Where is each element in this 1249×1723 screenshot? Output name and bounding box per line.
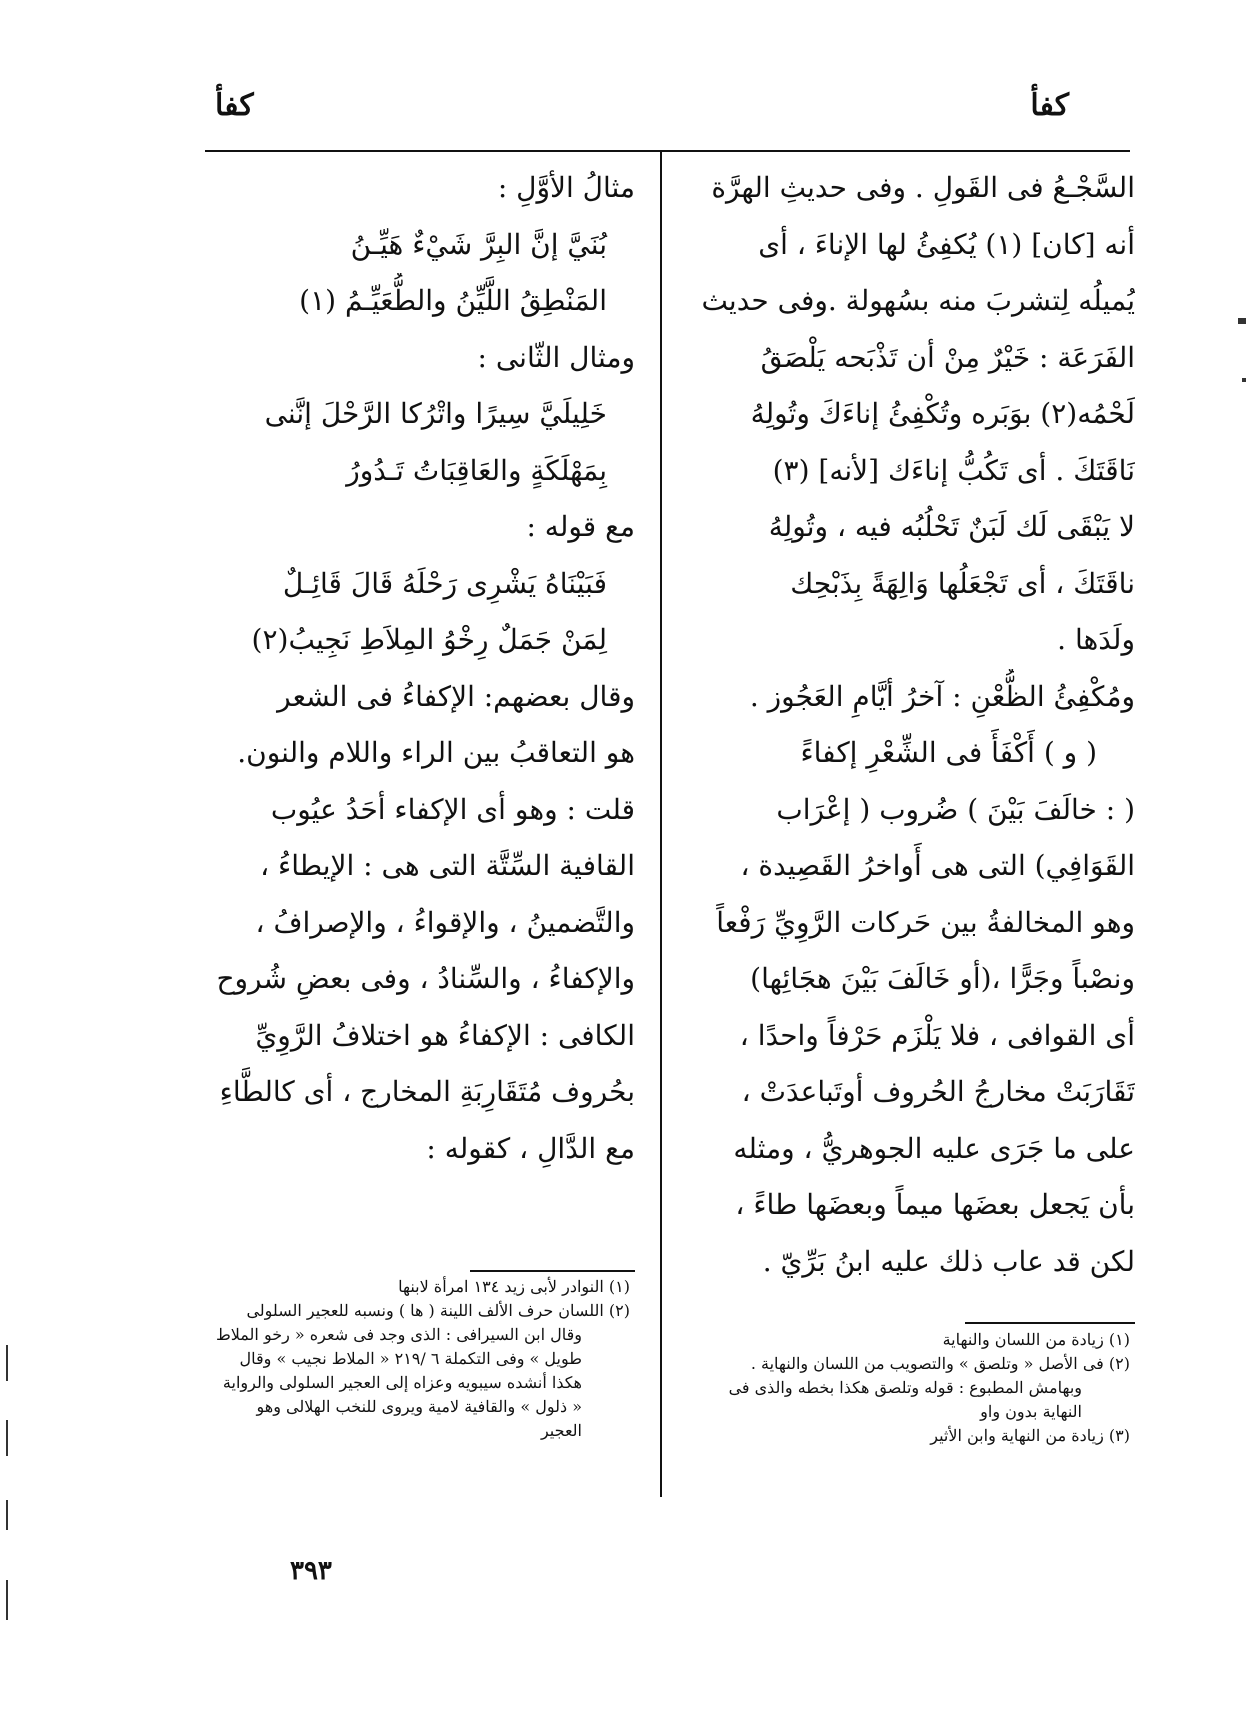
footnote-rule-right <box>965 1322 1135 1324</box>
running-header-right: كفأ <box>1030 88 1069 123</box>
text-line: لَحْمُه(٢) بوَبَره وتُكْفِئُ إناءَكَ وتُولِهُ <box>750 397 1135 430</box>
text-line: القَوَافِي) التى هى أَواخرُ القَصِيدة ، <box>740 849 1135 882</box>
verse-line: فَبَيْنَاهُ يَشْرِى رَحْلَهُ قَالَ قَائِـلٌ <box>282 566 607 600</box>
text-line: هو التعاقبُ بين الراء واللام والنون. <box>237 736 635 769</box>
text-line: ( و ) أَكْفَأَ فى الشِّعْرِ إكفاءً <box>800 736 1097 769</box>
left-column <box>205 160 635 1177</box>
text-line: قلت : وهو أى الإكفاء أحَدُ عيُوب <box>270 792 635 826</box>
text-line: والإكفاءُ ، والسِّنادُ ، وفى بعضِ شُروح <box>216 962 635 995</box>
text-line: مع الدَّالِ ، كقوله : <box>426 1131 635 1165</box>
text-line: يُميلُه لِتشربَ منه بسُهولة .وفى حديث <box>701 284 1135 317</box>
footnote-number: (٣) <box>1108 1426 1130 1445</box>
scan-mark <box>6 1420 8 1456</box>
footnote-text: فى الأصل « وتلصق » والتصويب من اللسان والنهاية . <box>750 1354 1104 1373</box>
text-line: لكن قد عاب ذلك عليه ابنُ بَرِّيّ . <box>762 1244 1135 1278</box>
footnote <box>205 1299 630 1323</box>
text-line: أنه [كان] (١) يُكفِئُ لها الإناءَ ، أى <box>758 227 1135 261</box>
footnote <box>690 1352 1130 1376</box>
footnote-number: (١) <box>1108 1330 1130 1349</box>
footnote-continuation: طويل » وفى التكملة ٦ /٢١٩ « الملاط نجيب » وقال <box>239 1349 582 1368</box>
text-line: القافية السِّتَّة التى هى : الإيطاءُ ، <box>260 849 635 882</box>
footnote-number: (٢) <box>1108 1354 1130 1373</box>
text-line: مع قوله : <box>526 510 635 543</box>
text-line: تَقَارَبَتْ مخارجُ الحُروف أوتَباعدَتْ ، <box>741 1075 1135 1108</box>
footnote <box>205 1275 630 1299</box>
page-number: ٣٩٣ <box>290 1556 332 1586</box>
footnote-text: زيادة من النهاية وابن الأثير <box>930 1426 1104 1445</box>
verse-line: لِمَنْ جَمَلٌ رِخْوُ المِلاَطِ نَجِيبُ(٢) <box>251 623 607 656</box>
footnote-text: زيادة من اللسان والنهاية <box>942 1330 1104 1349</box>
text-line: وهو المخالفةُ بين حَركات الرَّوِيِّ رَفْعاً <box>716 905 1135 939</box>
text-line: الكافى : الإكفاءُ هو اختلافُ الرَّوِيِّ <box>255 1018 635 1052</box>
text-line: نَاقَتَكَ . أى تَكُبُّ إناءَك [لأنه] (٣) <box>772 453 1135 487</box>
scan-mark <box>6 1580 8 1620</box>
text-line: ولَدَها . <box>1057 623 1135 656</box>
scan-mark <box>6 1345 8 1381</box>
verse-line: خَلِيلَيَّ سِيرًا واتْرُكا الرَّحْلَ إنَّنى <box>264 397 607 430</box>
footnote <box>690 1328 1130 1352</box>
footnote-continuation: « ذلول » والقافية لامية ويروى للنخب الهلالى وهو <box>256 1397 582 1416</box>
footnote <box>690 1424 1130 1448</box>
text-line: مثالُ الأوَّلِ : <box>497 171 635 204</box>
footnotes-left <box>205 1275 630 1443</box>
footnote-continuation: وقال ابن السيرافى : الذى وجد فى شعره « رخو الملاط <box>215 1325 582 1344</box>
verse-line: بِمَهْلَكَةٍ والعَاقِبَاتُ تَـدُورُ <box>346 453 607 487</box>
text-line: ومثال الثّانى : <box>477 340 635 374</box>
running-header-left: كفأ <box>215 88 254 123</box>
text-line: السَّجْـعُ فى القَولِ . وفى حديثِ الهرَّة <box>711 171 1135 204</box>
footnote-number: (١) <box>608 1277 630 1296</box>
text-line: أى القوافى ، فلا يَلْزَم حَرْفاً واحدًا ، <box>739 1018 1135 1052</box>
right-column <box>690 160 1135 1290</box>
verse-line: بُنَيَّ إنَّ البِرَّ شَيْءٌ هَيِّـنُ <box>350 227 607 261</box>
footnote-text: اللسان حرف الألف اللينة ( ها ) ونسبه للعجير السلولى <box>246 1301 604 1320</box>
text-line: والتَّضمينُ ، والإقواءُ ، والإصرافُ ، <box>255 905 635 939</box>
text-line: وقال بعضهم: الإكفاءُ فى الشعر <box>277 679 635 713</box>
text-line: ونصْباً وجَرًّا ،(أو خَالَفَ بَيْنَ هجَائِها) <box>750 962 1135 995</box>
scan-mark <box>6 1500 8 1530</box>
text-line: بحُروف مُتَقَارِبَةِ المخارج ، أى كالطَّاءِ <box>219 1075 635 1108</box>
footnote-number: (٢) <box>608 1301 630 1320</box>
footnote-continuation: العجير <box>540 1421 582 1440</box>
footnote-continuation: هكذا أنشده سيبويه وعزاه إلى العجير السلولى والرواية <box>222 1373 582 1392</box>
scan-mark <box>1242 378 1246 382</box>
text-line: الفَرَعَة : خَيْرٌ مِنْ أن تَذْبَحه يَلْصَقُ <box>760 340 1135 374</box>
text-line: ومُكْفِئُ الظُّعْنِ : آخرُ أيَّامِ العَجُوز . <box>749 679 1135 713</box>
column-divider <box>660 152 662 1497</box>
text-line: بأن يَجعل بعضَها ميماً وبعضَها طاءً ، <box>735 1188 1135 1221</box>
footnote-rule-left <box>470 1270 635 1272</box>
text-line: ناقَتَكَ ، أى تَجْعَلُها وَالِهَةً بِذَبْحِك <box>790 566 1135 600</box>
footnotes-right <box>690 1328 1130 1448</box>
text-line: ( : خالَفَ بَيْنَ ) ضُروب ( إعْرَاب <box>776 792 1135 826</box>
text-line: لا يَبْقَى لَك لَبَنٌ تَحْلُبُه فيه ، وتُولِهُ <box>768 510 1135 543</box>
verse-line: المَنْطِقُ اللَّيِّنُ والطُّعَيِّـمُ (١) <box>299 284 607 317</box>
footnote-text: النوادر لأبى زيد ١٣٤ امرأة لابنها <box>398 1277 604 1296</box>
scan-mark <box>1238 318 1246 324</box>
text-line: على ما جَرَى عليه الجوهريُّ ، ومثله <box>733 1131 1135 1165</box>
footnote-continuation: وبهامش المطبوع : قوله وتلصق هكذا بخطه والذى فى <box>728 1378 1082 1397</box>
footnote-continuation: النهاية بدون واو <box>980 1402 1082 1421</box>
header-rule <box>205 150 1130 152</box>
